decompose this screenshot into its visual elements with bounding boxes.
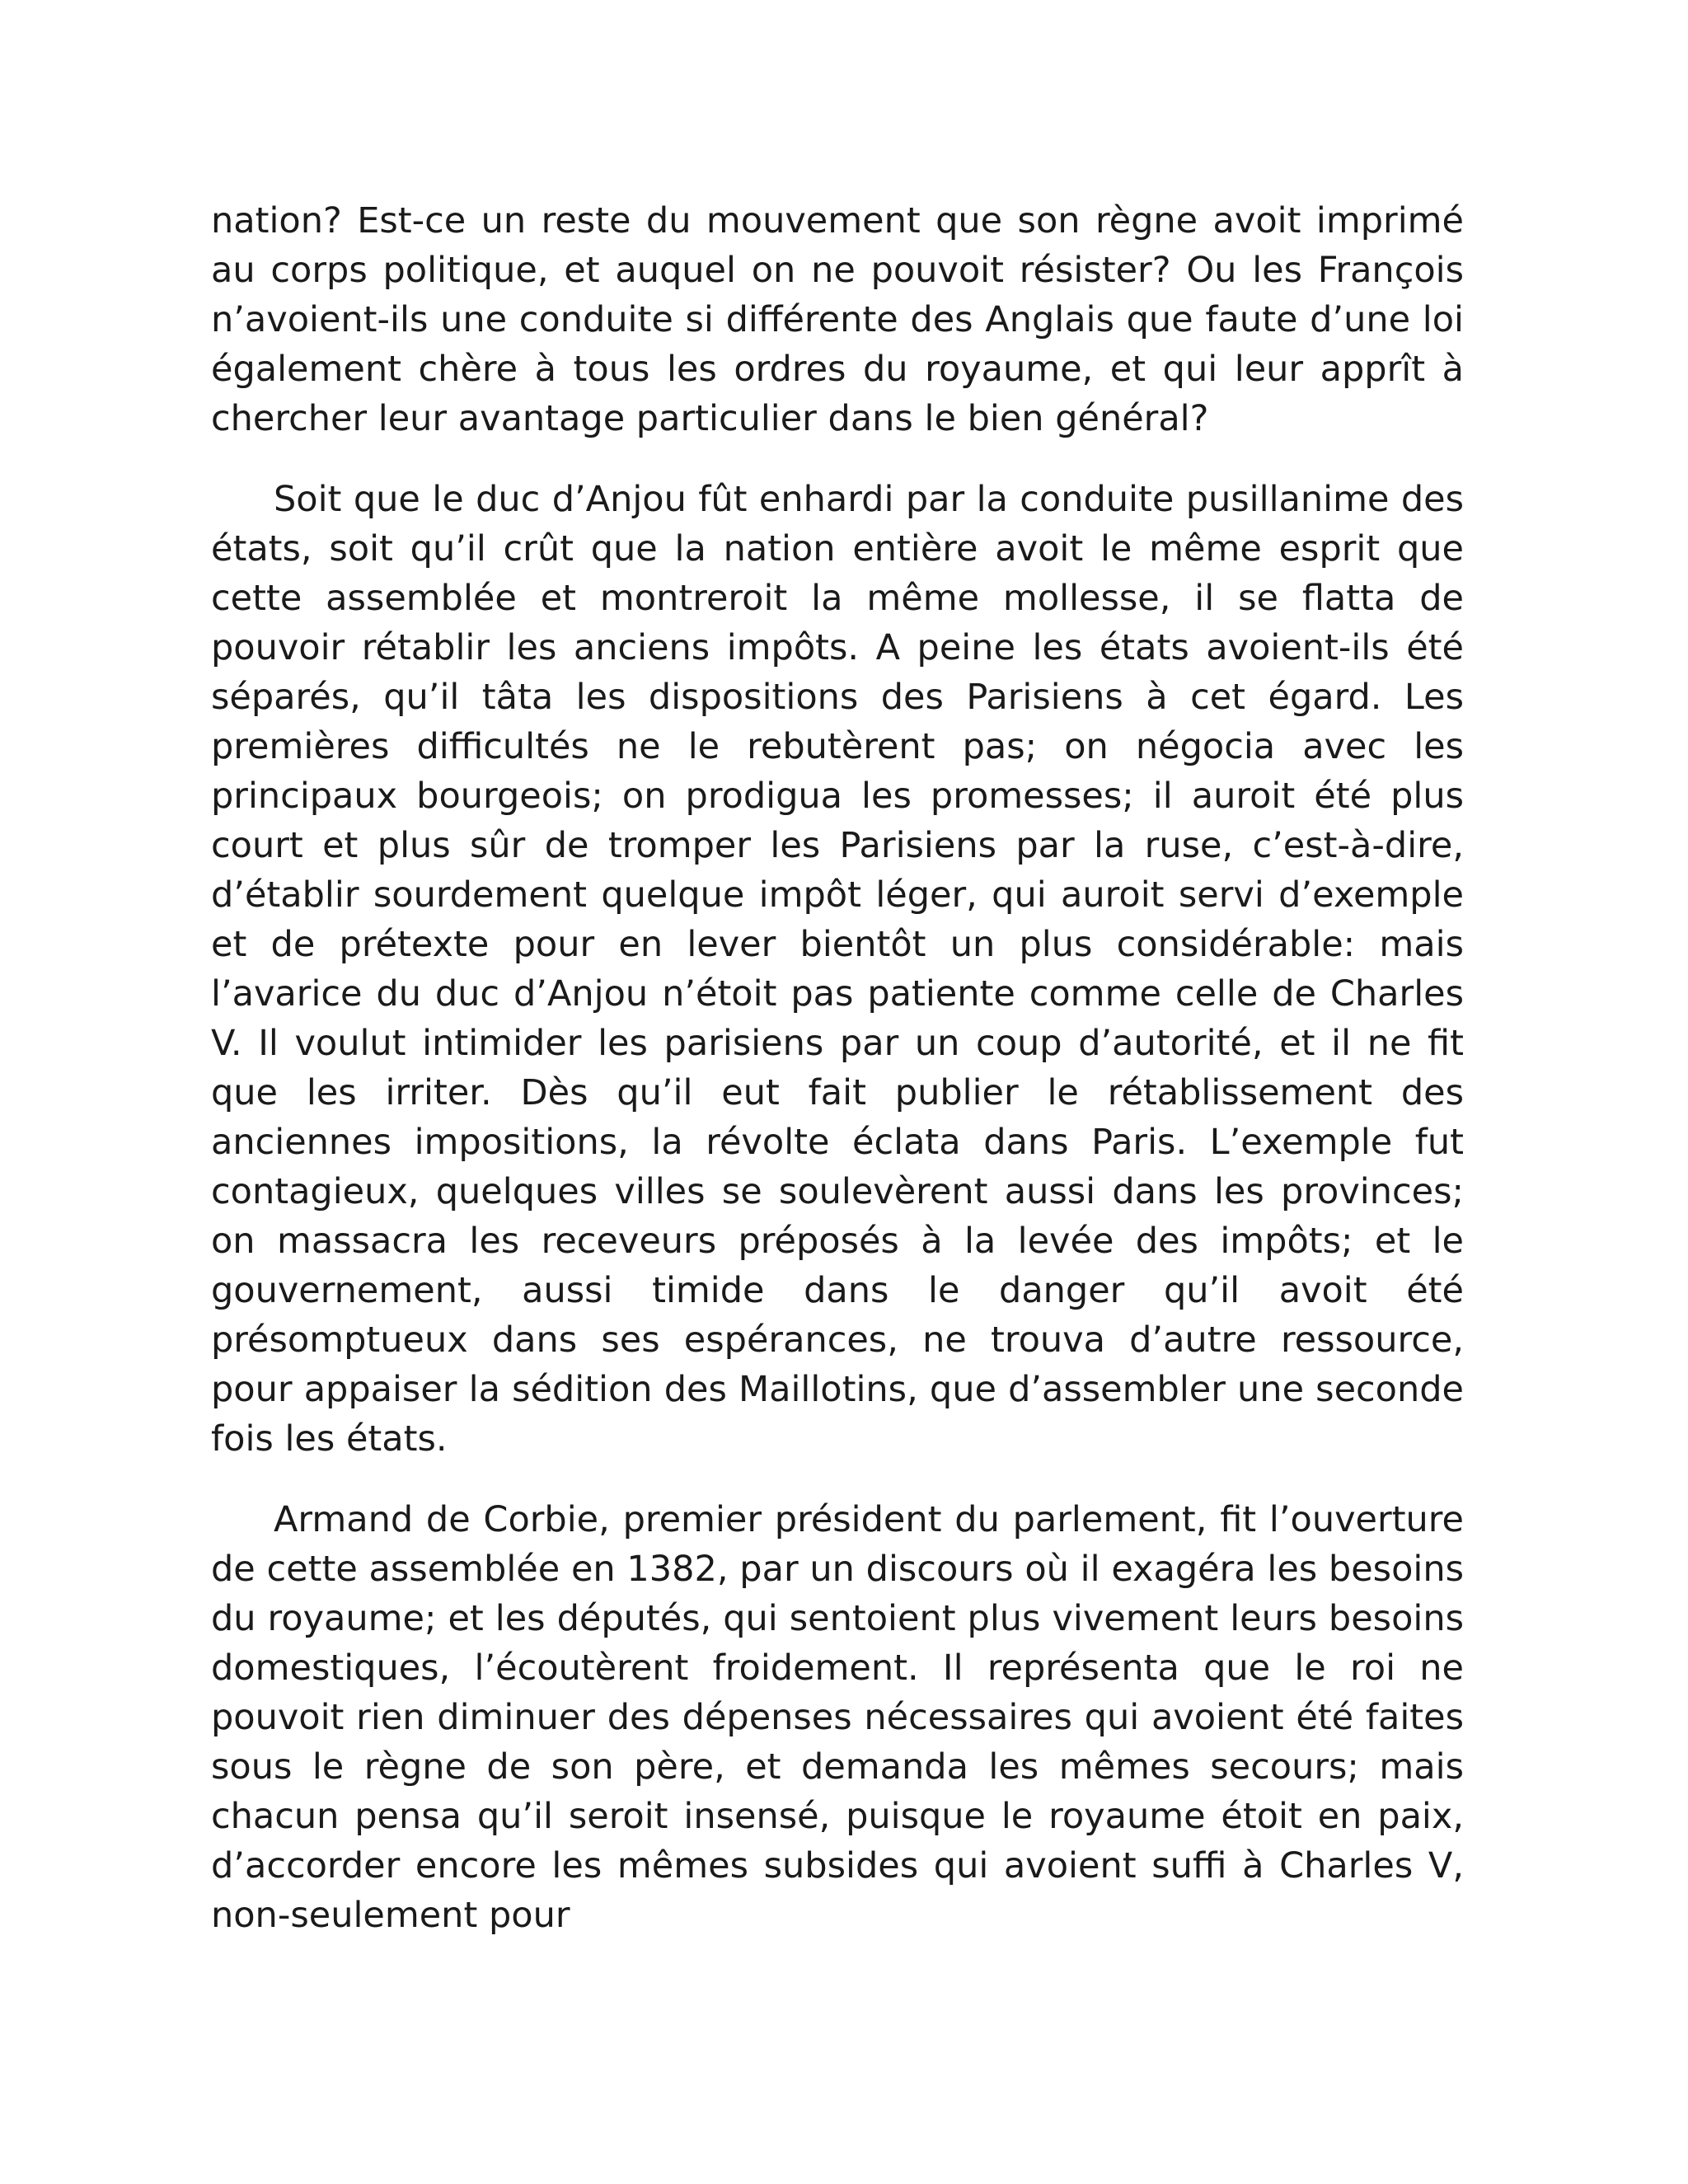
paragraph-duc-anjou: Soit que le duc d’Anjou fût enhardi par la conduite pusillanime des états, soit qu’il crût que la nation entière avoit le même esprit que cette assemblée et montreroit la même mollesse, il se flatta de pouvoir rétablir les anciens impôts. A peine les états avoient-ils été séparés, qu’il tâta les dispositions des Parisiens à cet égard. Les premières difficultés ne le rebutèrent pas; on négocia avec les principaux bourgeois; on prodigua les promesses; il auroit été plus court et plus sûr de tromper les Parisiens par la ruse, c’est-à-dire, d’établir sourdement quelque impôt léger, qui auroit servi d’exemple et de prétexte pour en lever bientôt un plus considérable: mais l’avarice du duc d’Anjou n’étoit pas patiente comme celle de Charles V. Il voulut intimider les parisiens par un coup d’autorité, et il ne fit que les irriter. Dès qu’il eut fait publier le rétablissement des anciennes impositions, la révolte éclata dans Paris. L’exemple fut contagieux, quelques villes se soulevèrent aussi dans les provinces; on massacra les receveurs préposés à la levée des impôts; et le gouvernement, aussi timide dans le danger qu’il avoit été présomptueux dans ses espérances, ne trouva d’autre ressource, pour appaiser la sédition des Maillotins, que d’assembler une seconde fois les états. [211, 479, 1464, 1460]
paragraph-armand-de-corbie: Armand de Corbie, premier président du parlement, fit l’ouverture de cette assemblée en 1382, par un discours où il exagéra les besoins du royaume; et les députés, qui sentoient plus vivement leurs besoins domestiques, l’écoutèrent froidement. Il représenta que le roi ne pouvoit rien diminuer des dépenses nécessaires qui avoient été faites sous le règne de son père, et demanda les mêmes secours; mais chacun pensa qu’il seroit insensé, puisque le royaume étoit en paix, d’accorder encore les mêmes subsides qui avoient suffi à Charles V, non-seulement pour [211, 1499, 1464, 1936]
document-page [211, 196, 1464, 1971]
paragraph-continuation: nation? Est-ce un reste du mouvement que son règne avoit imprimé au corps politique, et auquel on ne pouvoit résister? Ou les François n’avoient-ils une conduite si différente des Anglais que faute d’une loi également chère à tous les ordres du royaume, et qui leur apprît à chercher leur avantage particulier dans le bien général? [211, 200, 1464, 439]
